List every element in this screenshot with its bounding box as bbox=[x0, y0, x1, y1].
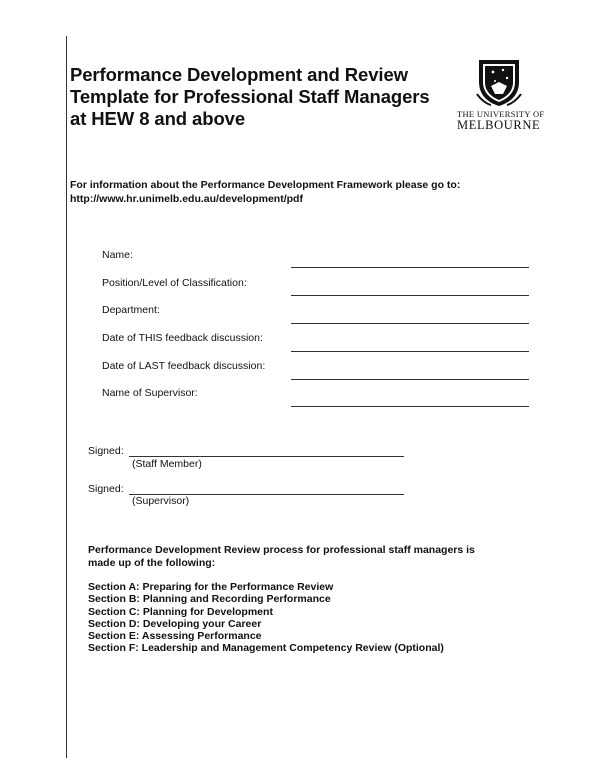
section-list bbox=[88, 581, 444, 655]
field-label-department: Department: bbox=[102, 304, 160, 316]
page-margin-line bbox=[66, 36, 67, 758]
field-line-supervisor[interactable] bbox=[291, 406, 529, 407]
field-line-last-feedback-date[interactable] bbox=[291, 379, 529, 380]
signed-label-staff: Signed: bbox=[88, 445, 124, 457]
info-link[interactable]: http://www.hr.unimelb.edu.au/development/pdf bbox=[70, 192, 303, 205]
field-label-name: Name: bbox=[102, 249, 133, 261]
signed-label-supervisor: Signed: bbox=[88, 483, 124, 495]
document-title bbox=[70, 64, 430, 130]
title-line-1: Performance Development and Review bbox=[70, 64, 408, 85]
field-line-position[interactable] bbox=[291, 295, 529, 296]
signed-caption-supervisor: (Supervisor) bbox=[132, 495, 190, 507]
university-crest-icon bbox=[475, 56, 523, 108]
section-item: Section F: Leadership and Management Competency Review (Optional) bbox=[88, 642, 444, 655]
signature-line-staff[interactable] bbox=[129, 456, 404, 457]
section-item: Section E: Assessing Performance bbox=[88, 630, 262, 643]
signed-caption-staff: (Staff Member) bbox=[132, 458, 202, 470]
logo-text-line1: THE UNIVERSITY OF bbox=[457, 109, 545, 119]
field-label-last-feedback-date: Date of LAST feedback discussion: bbox=[102, 360, 266, 372]
section-item: Section D: Developing your Career bbox=[88, 617, 262, 630]
section-item: Section B: Planning and Recording Performance bbox=[88, 593, 331, 606]
info-block bbox=[70, 179, 460, 206]
title-line-3: at HEW 8 and above bbox=[70, 108, 246, 129]
logo-text-line2: MELBOURNE bbox=[457, 118, 541, 132]
field-line-name[interactable] bbox=[291, 267, 529, 268]
field-line-this-feedback-date[interactable] bbox=[291, 351, 529, 352]
field-line-department[interactable] bbox=[291, 323, 529, 324]
title-line-2: Template for Professional Staff Managers bbox=[70, 86, 430, 107]
university-logo bbox=[457, 56, 545, 132]
section-item: Section C: Planning for Development bbox=[88, 605, 273, 618]
field-label-supervisor: Name of Supervisor: bbox=[102, 387, 198, 399]
field-label-position: Position/Level of Classification: bbox=[102, 277, 247, 289]
field-label-this-feedback-date: Date of THIS feedback discussion: bbox=[102, 332, 263, 344]
info-text: For information about the Performance Development Framework please go to: bbox=[70, 179, 461, 191]
process-intro: Performance Development Review process for professional staff managers is made up of the following: bbox=[88, 544, 475, 569]
section-item: Section A: Preparing for the Performance Review bbox=[88, 581, 334, 593]
